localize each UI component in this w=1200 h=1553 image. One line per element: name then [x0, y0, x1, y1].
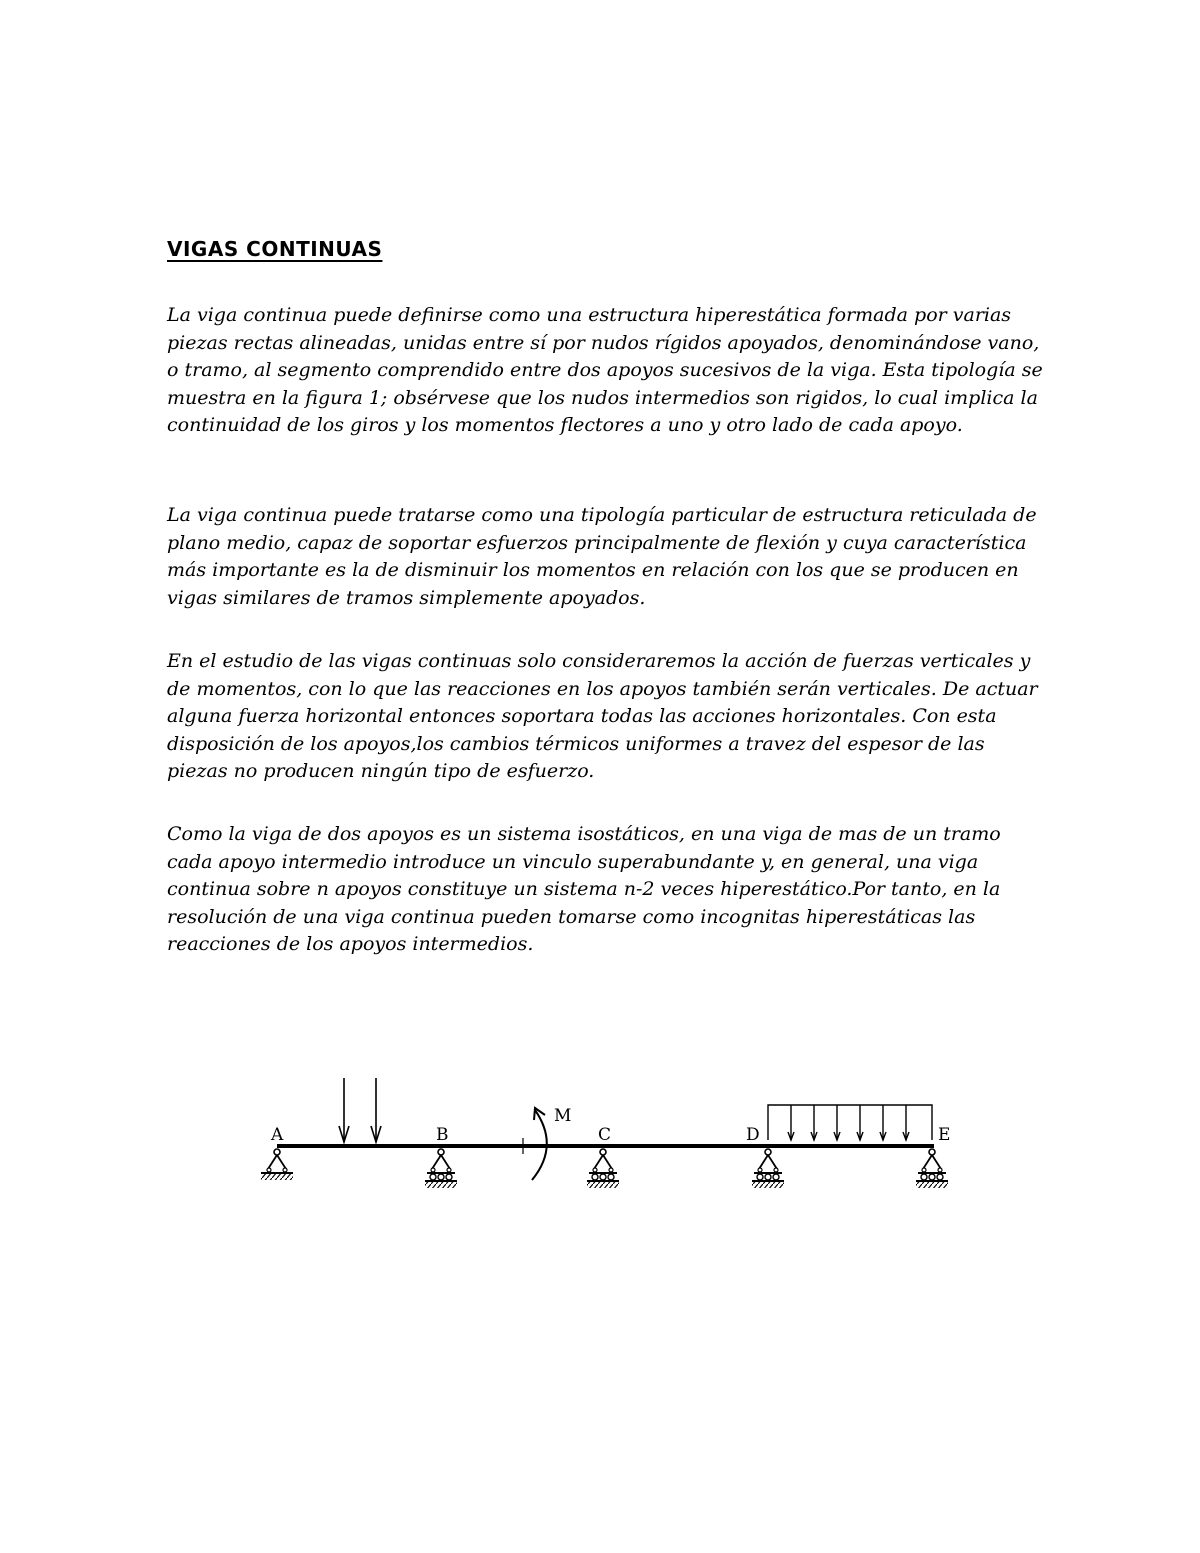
paragraph-forces: En el estudio de las vigas continuas solo consideraremos la acción de fuerzas verticales y de momentos, con lo que las reacciones en los apoyos también serán verticales. De actuar alguna fuerza horizontal entonces soportara todas las acciones horizontales. Con esta disposición de los apoyos,los cambios térmicos uniformes a travez del espesor de las piezas no producen ningún tipo de esfuerzo.	[167, 650, 1038, 782]
beam-diagram	[250, 1068, 970, 1218]
pin-support-a	[261, 1149, 293, 1180]
roller-support-b	[425, 1149, 457, 1188]
roller-support-d	[752, 1149, 784, 1188]
roller-support-e	[916, 1149, 948, 1188]
support-label-a: A	[271, 1125, 284, 1145]
point-load-arrow	[371, 1078, 381, 1142]
support-label-e: E	[938, 1125, 951, 1145]
point-load-arrow	[339, 1078, 349, 1142]
paragraph-definition: La viga continua puede definirse como una estructura hiperestática formada por varias piezas rectas alineadas, unidas entre sí por nudos rígidos apoyados, denominándose vano, o tramo, al segmento comprendido entre dos apoyos sucesivos de la viga. Esta tipología se muestra en la figura 1; obsérvese que los nudos intermedios son rigidos, lo cual implica la continuidad de los giros y los momentos flectores a uno y otro lado de cada apoyo.	[167, 304, 1043, 436]
support-label-b: B	[436, 1125, 449, 1145]
distributed-load	[768, 1105, 932, 1140]
moment-label: M	[554, 1106, 572, 1126]
support-label-c: C	[598, 1125, 612, 1145]
paragraph-hyperstatic: Como la viga de dos apoyos es un sistema isostáticos, en una viga de mas de un tramo cada apoyo intermedio introduce un vinculo superabundante y, en general, una viga continua sobre n apoyos constituye un sistema n-2 veces hiperestático.Por tanto, en la resolución de una viga continua pueden tomarse como incognitas hiperestáticas las reacciones de los apoyos intermedios.	[167, 823, 1001, 955]
page-title: VIGAS CONTINUAS	[167, 237, 383, 261]
paragraph-typology: La viga continua puede tratarse como una tipología particular de estructura reticulada de plano medio, capaz de soportar esfuerzos principalmente de flexión y cuya característica más importante es la de disminuir los momentos en relación con los que se producen en vigas similares de tramos simplemente apoyados.	[167, 504, 1037, 609]
support-label-d: D	[746, 1125, 760, 1145]
continuous-beam-figure	[250, 1068, 970, 1218]
roller-support-c	[587, 1149, 619, 1188]
